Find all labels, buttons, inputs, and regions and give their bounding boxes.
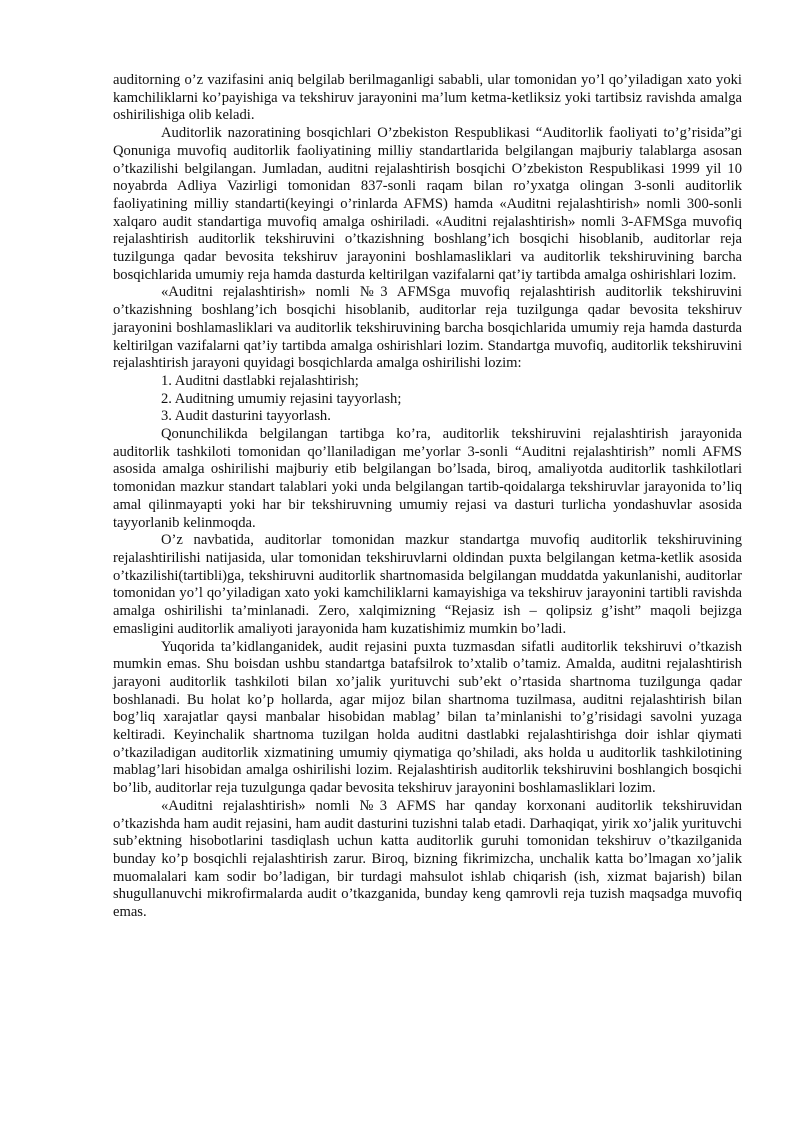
paragraph-afms-3: «Auditni rejalashtirish» nomli №3 AFMSga muvofiq rejalashtirish auditorlik tekshiruvini o’tkazishning boshlang’ich bosqichi hisoblanib, auditorlar reja tuzilgunga qadar bevosita tekshiruv jarayonini boshlamasliklari va auditorlik tekshiruvining barcha bosqichlarida umumiy reja hamda dasturda keltirilgan vazifalarni qat’iy tartibda amalga oshirishlari lozim. Standartga muvofiq, auditorlik tekshiruvini rejalashtirish jarayoni quyidagi bosqichlarda amalga oshirilishi lozim: <box>113 284 742 372</box>
paragraph-continuation: auditorning o’z vazifasini aniq belgilab berilmaganligi sababli, ular tomonidan yo’l qo’yiladigan xato yoki kamchiliklarni ko’payishiga va tekshiruv jarayonini ma’lum ketma-ketliksiz yoki tartibsiz ravishda amalga oshirilishiga olib keladi. <box>113 72 742 124</box>
paragraph-audit-stages: Auditorlik nazoratining bosqichlari O’zbekiston Respublikasi “Auditorlik faoliyati to’g’risida”gi Qonuniga muvofiq auditorlik faoliyatining milliy standartlarida belgilangan majburiy talablarga asosan o’tkazilishi belgilangan. Jumladan, auditni rejalashtirish bosqichi O’zbekiston Respublikasi 1999 yil 10 noyabrda Adliya Vazirligi tomonidan 837-sonli raqam bilan ro’yxatga olingan 3-sonli auditorlik faoliyatining milliy standarti(keyingi o’rinlarda AFMS) hamda «Auditni rejalashtirish» nomli 300-sonli xalqaro audit standartiga muvofiq amalga oshiriladi. «Auditni rejalashtirish» nomli 3-AFMSga muvofiq rejalashtirish auditorlik tekshiruvini o’tkazishning boshlang’ich bosqichi hisoblanib, auditorlar reja tuzilgunga qadar bevosita tekshiruv jarayonini boshlamasliklari va auditorlik tekshiruvining barcha bosqichlarida umumiy reja hamda dasturda keltirilgan vazifalarni qat’iy tartibda amalga oshirishlari lozim. <box>113 125 742 283</box>
paragraph-microfirms: «Auditni rejalashtirish» nomli №3 AFMS har qanday korxonani auditorlik tekshiruvidan o’tkazishda ham audit rejasini, ham audit dasturini tuzishni talab etadi. Darhaqiqat, yirik xo’jalik yurituvchi sub’ektning hisobotlarini tasdiqlash uchun katta auditorlik guruhi tomonidan tekshiruv o’tkazilganida bunday ko’p bosqichli rejalashtirish zarur. Biroq, bizning fikrimizcha, unchalik katta bo’lmagan xo’jalik muomalalari kam sodir bo’ladigan, bir turdagi mahsulot ishlab chiqarish (ish, xizmat bajarish) bilan shugullanuvchi mikrofirmalarda audit o’tkazganida, bunday keng qamrovli reja tuzish maqsadga muvofiq emas. <box>113 797 742 921</box>
list-item: 2. Auditning umumiy rejasini tayyorlash; <box>161 390 402 407</box>
paragraph-legislation: Qonunchilikda belgilangan tartibga ko’ra, auditorlik tekshiruvini rejalashtirish jarayonida auditorlik tashkiloti tomonidan qo’llaniladigan me’yorlar 3-sonli “Auditni rejalashtirish” nomli AFMS asosida amalga oshirilishi majburiy etib belgilangan bo’lsada, biroq, amaliyotda auditorlik tashkilotlari tomonidan mazkur standart talablari yoki unda belgilangan tartib-qoidalarga tekshiruvlar jarayonida to’liq amal qilinmayapti yoki har bir tekshiruvning umumiy rejasi va dasturi turlicha yondashuvlar asosida tayyorlanib kelinmoqda. <box>113 426 742 531</box>
list-item: 1. Auditni dastlabki rejalashtirish; <box>161 372 359 389</box>
planning-stages-list <box>113 373 742 426</box>
list-item: 3. Audit dasturini tayyorlash. <box>161 408 331 425</box>
paragraph-planning-cost: Yuqorida ta’kidlanganidek, audit rejasini puxta tuzmasdan sifatli auditorlik tekshiruvi o’tkazish mumkin emas. Shu boisdan ushbu standartga batafsilrok to’xtalib o’tamiz. Amalda, auditni rejalashtirish jarayoni auditorlik tashkiloti bilan xo’jalik yurituvchi sub’ekt o’rtasida shartnoma tuzilgunga qadar boshlanadi. Bu holat ko’p hollarda, agar mijoz bilan shartnoma tuzilmasa, auditni rejalashtirish bilan bog’liq xarajatlar qaysi manbalar hisobidan mablag’ bilan ta’minlanishi to’g’risidagi savolni yuzaga keltiradi. Keyinchalik shartnoma tuzilgan holda auditni dastlabki rejalashtirishga doir ishlar qiymati o’tkaziladigan auditorlik xizmatining umumiy qiymatiga qo’shiladi, aks holda u auditorlik tashkilotining mablag’lari hisobidan amalga oshirilishi lozim. Rejalashtirish auditorlik tekshiruvini boshlangich bosqichi bo’lib, auditorlar reja tuzulgunga qadar bevosita tekshiruv jarayonini boshlamasliklari lozim. <box>113 638 742 797</box>
paragraph-planning-result: O’z navbatida, auditorlar tomonidan mazkur standartga muvofiq auditorlik tekshiruvining rejalashtirilishi natijasida, ular tomonidan tekshiruvlarni oldindan puxta belgilangan ketma-ketlik asosida o’tkazilishi(tartibli)ga, tekshiruvni auditorlik shartnomasida belgilangan muddatda yakunlanishi, auditorlar tomonidan yo’l qo’yiladigan xato yoki kamchiliklarni kamayishiga va tekshiruv jarayonini tartibli ravishda amalga oshirilishi ta’minlanadi. Zero, xalqimizning “Rejasiz ish – qolipsiz g’isht” maqoli bejizga emasligini auditorlik amaliyoti jarayonida ham kuzatishimiz mumkin bo’ladi. <box>113 532 742 637</box>
document-page <box>113 72 742 922</box>
